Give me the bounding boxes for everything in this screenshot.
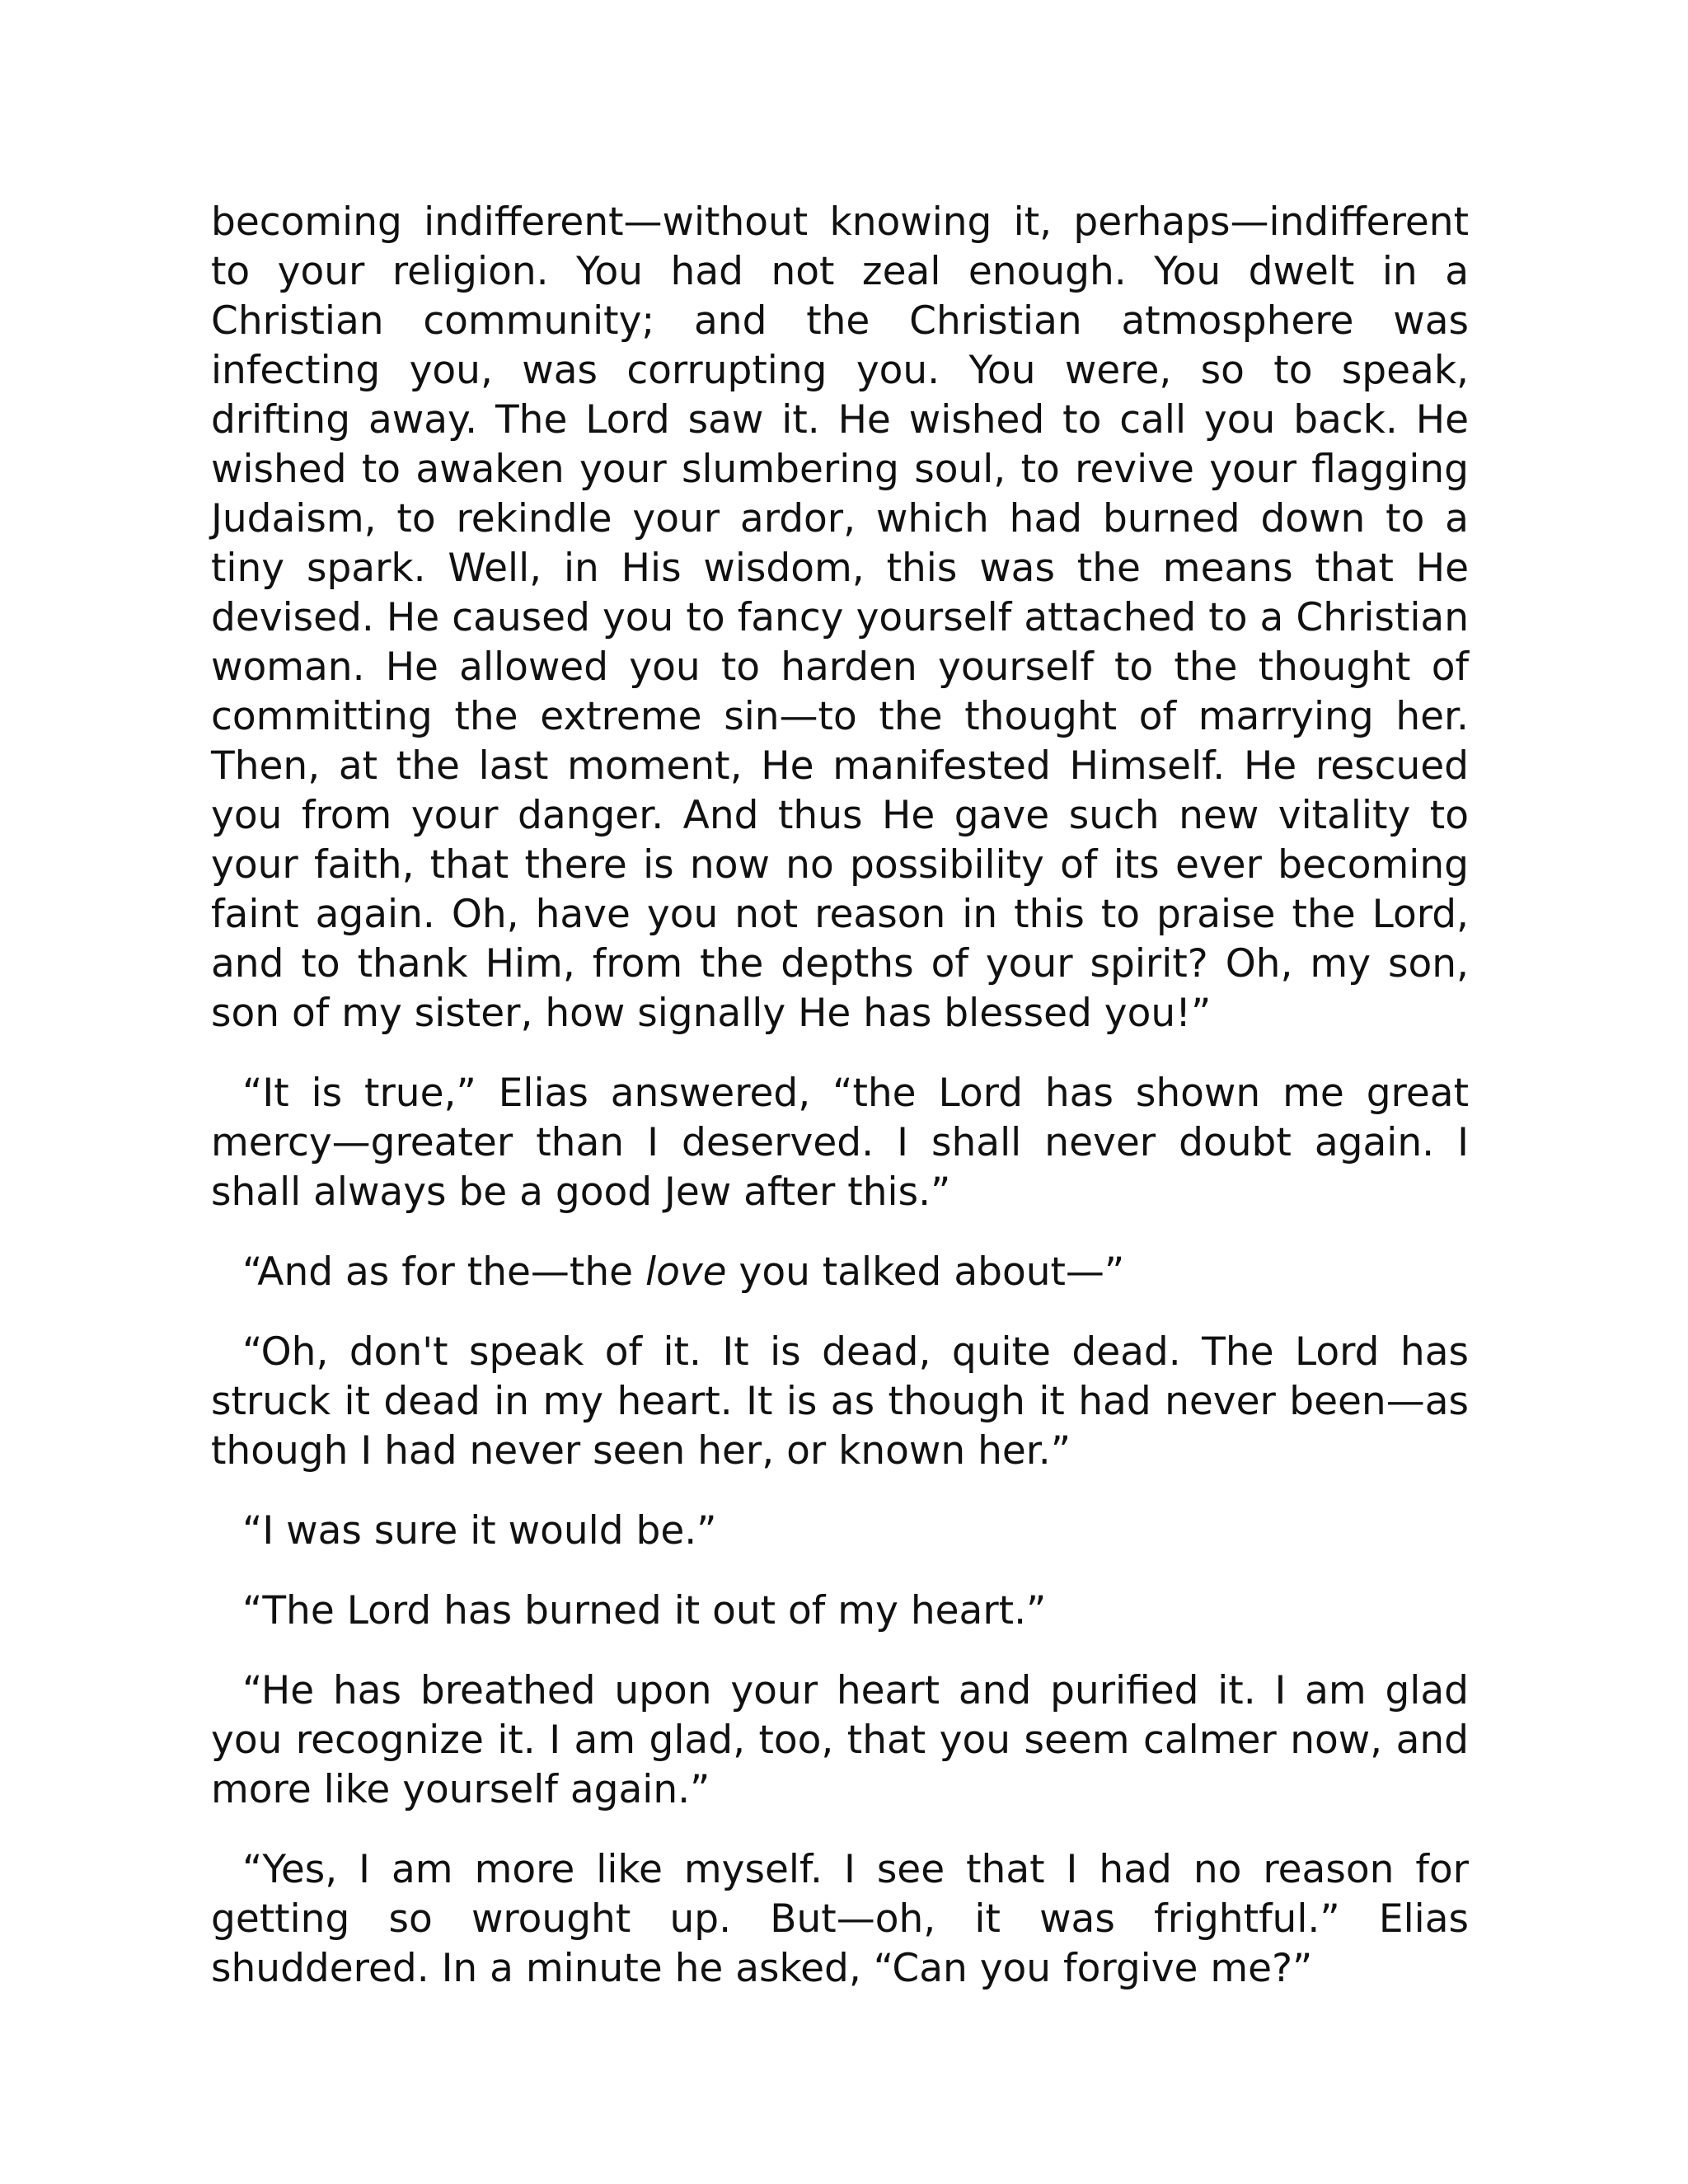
paragraph-8: “Yes, I am more like myself. I see that I had no reason for getting so wrought up. But—oh, it was frightful.” Elias shuddered. In a minute he asked, “Can you forgive me?” (211, 1847, 1469, 1991)
paragraph-2: “It is true,” Elias answered, “the Lord has shown me great mercy—greater than I deserved. I shall never doubt again. I shall always be a good Jew after this.” (211, 1071, 1469, 1215)
paragraph-7: “He has breathed upon your heart and purified it. I am glad you recognize it. I am glad, too, that you seem calmer now, and more like yourself again.” (211, 1668, 1469, 1812)
paragraph-3 (211, 1248, 1469, 1297)
paragraph-4: “Oh, don't speak of it. It is dead, quite dead. The Lord has struck it dead in my heart. It is as though it had never been—as though I had never seen her, or known her.” (211, 1329, 1469, 1474)
emphasized-word: love (645, 1249, 727, 1295)
page-body (211, 198, 1469, 2024)
paragraph-3-end: you talked about—” (726, 1249, 1125, 1295)
paragraph-5: “I was sure it would be.” (242, 1508, 717, 1554)
paragraph-3-start: “And as for the—the (242, 1249, 646, 1295)
paragraph-6: “The Lord has burned it out of my heart.” (242, 1588, 1047, 1633)
paragraph-1: becoming indifferent—without knowing it, perhaps—indifferent to your religion. You had not zeal enough. You dwelt in a Christian community; and the Christian atmosphere was infecting you, was corrupting you. You were, so to speak, drifting away. The Lord saw it. He wished to call you back. He wished to awaken your slumbering soul, to revive your flagging Judaism, to rekindle your ardor, which had burned down to a tiny spark. Well, in His wisdom, this was the means that He devised. He caused you to fancy yourself attached to a Christian woman. He allowed you to harden yourself to the thought of committing the extreme sin—to the thought of marrying her. Then, at the last moment, He manifested Himself. He rescued you from your danger. And thus He gave such new vitality to your faith, that there is now no possibility of its ever becoming faint again. Oh, have you not reason in this to praise the Lord, and to thank Him, from the depths of your spirit? Oh, my son, son of my sister, how signally He has blessed you!” (211, 199, 1469, 1036)
